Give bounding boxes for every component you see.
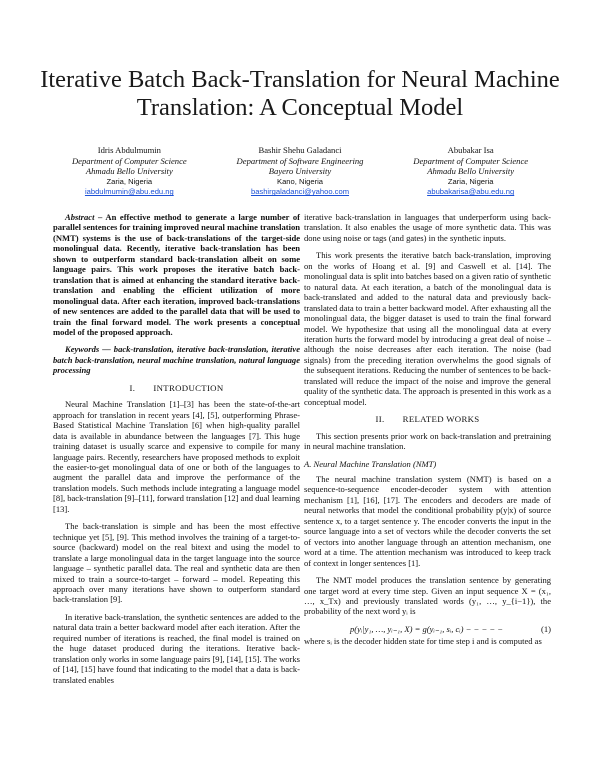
paragraph: The back-translation is simple and has been the most effective technique yet [5], [9]. This method involves the training of a target-to-source (backward) model on the real bitext and using the model to translate a large monolingual data in the target language into the source language – synthetic parallel data. The real and synthetic data are then mixed to train a source-to-target – forward – model. Repeating this approach over many iterations have shown to outperform standard back-translation [9]. xyxy=(53,521,300,605)
author-3 xyxy=(385,145,556,198)
equation-number: (1) xyxy=(541,623,551,634)
author-name: Bashir Shehu Galadanci xyxy=(258,145,342,155)
author-university: Ahmadu Bello University xyxy=(427,166,515,177)
paragraph: In iterative back-translation, the synthetic sentences are added to the natural data train a better backward model after each iteration. After the required number of iterations is reached, the final model is trained on the huge dataset produced during the iterations. Iterative back-translation only works in some language pairs [9], [14], [15]. The works of [14], [15] have found that indicating to the model that a data is back-translated enables xyxy=(53,611,300,685)
author-dept: Department of Software Engineering xyxy=(236,155,364,166)
author-1 xyxy=(44,145,215,198)
paper-title: Iterative Batch Back-Translation for Neural Machine Translation: A Conceptual Model xyxy=(40,66,560,121)
author-email-link[interactable]: bashirgaladanci@yahoo.com xyxy=(250,187,350,197)
paragraph: iterative back-translation in languages that underperform using back-translation. It also enables the usage of more synthetic data. This was done using noise or tags (and gates) in the synthetic inputs. xyxy=(304,212,551,243)
equation-1 xyxy=(304,624,551,634)
paragraph: This work presents the iterative batch back-translation, improving on the works of Hoang et al. [9] and Caswell et al. [14]. The monolingual data is split into batches based on a given ratio of synthetic to natural data. At each iteration, a batch of the monolingual data is back-translated and added to the natural data and previously back-translated data to train a better backward model. After exhausting all the monolingual data, the bigger dataset is used to train the final forward model. We hypothesize that using all the monolingual data at every iteration hurts the forward model by introducing a great deal of noise – although the noise decreases after each iteration. The noise (bad signals) from the preceding iteration overwhelms the good signals of the subsequent iterations. Reducing the number of sentences to be back-translated will reduce the impact of the noise and improve the general quality of the synthetic data. The approach is presented in this work as a conceptual model. xyxy=(304,250,551,407)
abstract-text: – An effective method to generate a large number of parallel sentences for training improved neural machine translation (NMT) systems is the use of back-translations of the target-side monolingual data. Recently, iterative back-translation has been shown to outperform standard back-translation albeit on some language pairs. This work proposes the iterative batch back-translation that is aimed at enhancing the standard iterative back-translation and enabling the efficient utilization of more monolingual data. After each iteration, improved back-translations of new sentences are added to the parallel data that will be used to train the final forward model. The work presents a conceptual model of the proposed approach. xyxy=(53,212,300,337)
keywords: Keywords — back-translation, iterative back-translation, iterative batch back-translation, neural machine translation, natural language processing xyxy=(53,344,300,376)
author-dept: Department of Computer Science xyxy=(71,155,187,166)
right-column xyxy=(304,212,551,654)
author-location: Zaria, Nigeria xyxy=(106,176,153,186)
equation-body: p(yᵢ|y₁, …, yᵢ₋₁, X) = g(yᵢ₋₁, sᵢ, cᵢ) − − − − − xyxy=(350,623,504,634)
author-2 xyxy=(215,145,386,198)
paragraph: The NMT model produces the translation sentence by generating one target word at every time step. Given an input sequence X = (x₁, …, x_Tx) and previously translated words (y₁, …, y_{i−1}), the probability of the next word yᵢ is xyxy=(304,575,551,617)
author-name: Abubakar Isa xyxy=(447,145,494,155)
author-dept: Department of Computer Science xyxy=(413,155,529,166)
author-name: Idris Abdulmumin xyxy=(97,145,161,155)
author-email-link[interactable]: iabdulmumin@abu.edu.ng xyxy=(84,187,174,197)
subsection-heading-nmt: A. Neural Machine Translation (NMT) xyxy=(304,458,437,469)
author-email-link[interactable]: abubakarisa@abu.edu.ng xyxy=(427,187,515,197)
paragraph: where sᵢ is the decoder hidden state for time step i and is computed as xyxy=(304,636,542,647)
left-column xyxy=(53,212,300,692)
author-block xyxy=(44,145,556,198)
abstract xyxy=(53,212,300,337)
author-location: Zaria, Nigeria xyxy=(447,176,494,186)
section-heading-introduction: I. INTRODUCTION xyxy=(129,382,224,393)
author-university: Bayero University xyxy=(268,166,332,177)
author-location: Kano, Nigeria xyxy=(277,176,324,186)
abstract-label: Abstract xyxy=(65,212,95,222)
author-university: Ahmadu Bello University xyxy=(85,166,173,177)
paragraph: Neural Machine Translation [1]–[3] has been the state-of-the-art approach for translation in recent years [4], [5], outperforming Phrase-Based Statistical Machine Translation [6] when high-quality parallel data is available in abundance between the languages [7]. This huge training dataset is usually scarce and expensive to compile for many language pairs. Recently, researchers have proposed methods to exploit the easier-to-get monolingual data of one or both of the languages to augment the parallel data and improve the performance of the translation models. Such methods include integrating a language model [8], back-translation [9]–[11], forward translation [12] and dual learning [13]. xyxy=(53,399,300,514)
paragraph: This section presents prior work on back-translation and pretraining in neural machine translation. xyxy=(304,430,551,452)
paragraph: The neural machine translation system (NMT) is based on a sequence-to-sequence encoder-decoder system with attention mechanism [1], [16], [17]. The encoders and decoders are made of neural networks that model the conditional probability p(y|x) of source sentence x, to a target sentence y. The encoder converts the input in the source language into a set of vectors while the decoder converts the set of vectors into another language through an attention mechanism, one word at a time. The attention mechanism was introduced to keep track of context in longer sentences [1]. xyxy=(304,473,551,568)
section-heading-related-works: II. RELATED WORKS xyxy=(375,414,480,425)
